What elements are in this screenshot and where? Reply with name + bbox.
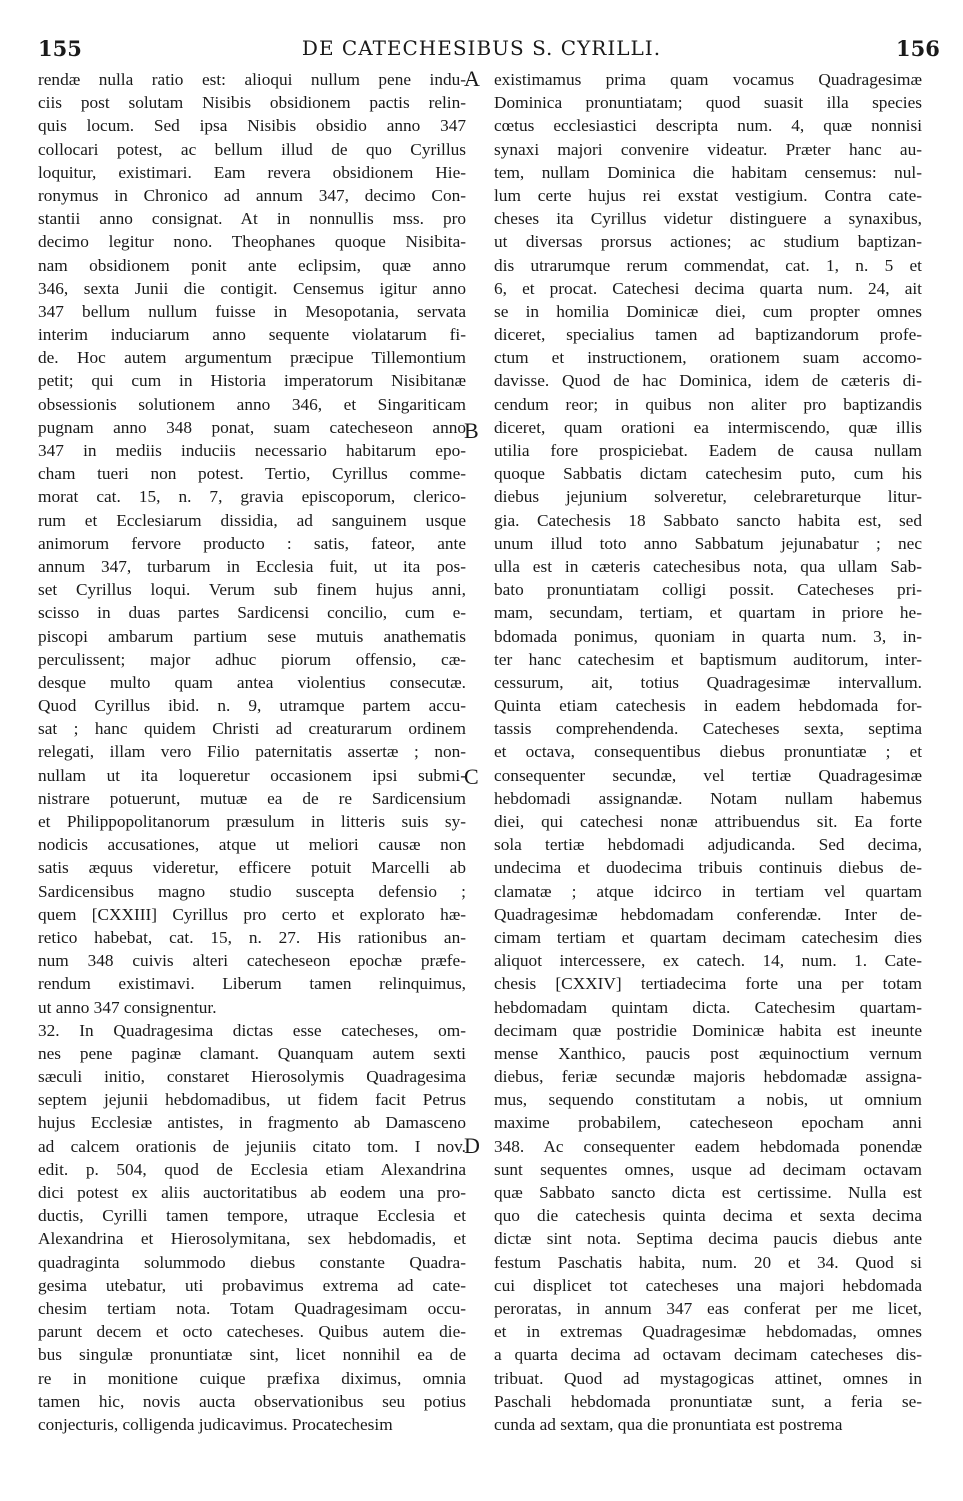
text-line: Quod Cyrillus ibid. n. 9, utramque partem accu- bbox=[38, 696, 466, 716]
text-line: existimamus prima quam vocamus Quadragesimæ bbox=[494, 70, 922, 89]
running-title: DE CATECHESIBUS S. CYRILLI. bbox=[301, 36, 662, 60]
text-line: cham tueri non potest. Tertio, Cyrillus comme- bbox=[38, 464, 466, 484]
text-line: animorum fervore producto : satis, fateor, ante bbox=[38, 533, 466, 553]
text-line: clamatæ ; atque idcirco in tertiam vel quartam bbox=[494, 881, 922, 901]
text-line: petit; qui cum in Historia imperatorum Nisibitanæ bbox=[38, 371, 466, 391]
text-line: et Philippopolitanorum præsulum in litteris suis sy- bbox=[38, 812, 466, 831]
text-line: rendum existimavi. Liberum tamen relinquimus, bbox=[38, 974, 466, 994]
text-line: quoque Sabbatis dictam catechesim puto, cum his bbox=[494, 464, 922, 484]
text-line: 348. Ac consequenter eadem hebdomada ponendæ bbox=[494, 1136, 922, 1156]
text-line: cessurum, ait, totius Quadragesimæ intervallum. bbox=[494, 672, 922, 692]
text-line: cheses ita Cyrillus videtur distinguere a synaxibus, bbox=[494, 209, 922, 229]
text-line: a quarta decima ad octavam decimam catecheses dis- bbox=[494, 1345, 922, 1365]
section-marker-d: D bbox=[464, 1133, 480, 1158]
text-line: unum illud toto anno Sabbatum jejunabatur ; nec bbox=[494, 533, 922, 553]
text-line: desque multo quam antea violentius consecutæ. bbox=[38, 672, 466, 692]
text-line: davisse. Quod de hac Dominica, idem de cæteris di- bbox=[494, 371, 922, 391]
text-line: re in monitione cuique præfixa diximus, omnia bbox=[38, 1368, 466, 1388]
text-line: mense Xanthico, paucis post æquinoctium vernum bbox=[494, 1043, 922, 1063]
text-line: ronymus in Chronico ad annum 347, decimo Con- bbox=[38, 185, 466, 205]
text-line: diebus, feriæ secundæ majoris hebdomadæ assigna- bbox=[494, 1067, 922, 1087]
text-line: maxime probabilem, catecheseon epocham anni bbox=[494, 1113, 922, 1133]
text-line: dici potest ex aliis auctoritatibus ab eodem una pro- bbox=[38, 1183, 466, 1202]
text-line: tem, nullam Dominica die habitam censemus: nul- bbox=[494, 162, 922, 182]
text-line: loquitur, existimari. Eam revera obsidionem Hie- bbox=[38, 162, 466, 182]
text-line: Quinta etiam catechesis in eadem hebdomada for- bbox=[494, 696, 922, 716]
text-line: relegati, illam vero Filio paternitatis assertæ ; non- bbox=[38, 742, 466, 762]
text-line: gesima utebatur, uti probavimus extrema ad cate- bbox=[38, 1275, 466, 1295]
text-line: parunt decem et octo catecheses. Quibus autem die- bbox=[38, 1322, 466, 1342]
text-line: septem jejunii hebdomadibus, ut fidem facit Petrus bbox=[38, 1090, 466, 1110]
text-line: Paschali hebdomada pronuntiatæ sunt, a feria se- bbox=[494, 1391, 922, 1411]
text-line: gia. Catechesis 18 Sabbato sancto habita est, sed bbox=[494, 510, 922, 530]
text-line: num 348 cuivis alteri catecheseon epochæ præfe- bbox=[38, 951, 466, 971]
text-line: dictæ sint nota. Septima decima paucis diebus ante bbox=[494, 1229, 922, 1249]
text-line: et in extremas Quadragesimæ hebdomadas, omnes bbox=[494, 1322, 922, 1342]
text-line: 346, sexta Junii die contigit. Censemus igitur anno bbox=[38, 278, 466, 298]
text-line: ter hanc catechesim et baptismum auditorum, inter- bbox=[494, 649, 922, 669]
text-line: consequenter secundæ, vel tertiæ Quadragesimæ bbox=[494, 765, 922, 785]
text-line: nes pene paginæ clamant. Quanquam autem sexti bbox=[38, 1043, 466, 1063]
text-line: ulla est in cæteris catechesibus nota, qua ullam Sab- bbox=[494, 556, 922, 576]
text-line: nam obsidionem ponit ante eclipsim, quæ anno bbox=[38, 255, 466, 275]
section-marker-c: C bbox=[464, 764, 479, 789]
right-column bbox=[494, 68, 922, 1436]
text-line: conjecturis, colligenda judicavimus. Procatechesim bbox=[38, 1414, 393, 1434]
text-line: sola tertiæ hebdomadi adjudicanda. Sed decima, bbox=[494, 835, 922, 855]
text-line: Quadragesimæ hebdomadam conferendæ. Inter de- bbox=[494, 904, 922, 924]
text-line: ductis, Cyrilli tamen tempore, utraque Ecclesia et bbox=[38, 1206, 466, 1226]
text-line: piscopi ambarum partium sese mutuis anathematis bbox=[38, 626, 466, 646]
text-line: ad calcem orationis de jejuniis citato tom. I nov. bbox=[38, 1136, 466, 1156]
text-line: collocari potest, ac bellum illud de quo Cyrillus bbox=[38, 139, 466, 159]
text-line: bus singulæ pronuntiatæ sint, licet nonnihil ea de bbox=[38, 1345, 466, 1365]
text-line: lum certe hujus rei exstat vestigium. Contra cate- bbox=[494, 185, 922, 205]
text-line: tassis comprehendenda. Catecheses sexta, septima bbox=[494, 719, 922, 739]
text-line: 32. In Quadragesima dictas esse catecheses, om- bbox=[38, 1020, 466, 1040]
text-line: de. Hoc autem argumentum præcipue Tillemontium bbox=[38, 348, 466, 368]
text-line: rendæ nulla ratio est: alioqui nullum pene indu- bbox=[38, 70, 466, 89]
text-line: morat cat. 15, n. 7, gravia episcoporum, clerico- bbox=[38, 487, 466, 507]
text-line: diei, qui catechesi nonæ attribuendus sit. Ea forte bbox=[494, 812, 922, 831]
text-line: perculissent; major adhuc piorum offensio, cæ- bbox=[38, 649, 466, 669]
text-line: hebdomadi assignandæ. Notam nullam habemus bbox=[494, 788, 922, 808]
text-line: stantii anno consignat. At in nonnullis mss. pro bbox=[38, 209, 466, 229]
text-line: bato pronuntiatam colligi possit. Catecheses pri- bbox=[494, 580, 922, 600]
text-line: chesis [CXXIV] tertiadecima forte una per totam bbox=[494, 974, 922, 994]
text-line: mam, secundam, tertiam, et quartam in priore he- bbox=[494, 603, 922, 623]
text-line: ciis post solutam Nisibis obsidionem pactis relin- bbox=[38, 93, 466, 113]
text-line: ut diversas prorsus actiones; ac studium baptizan- bbox=[494, 232, 922, 252]
text-line: 347 bellum nullum fuisse in Mesopotania, servata bbox=[38, 301, 466, 321]
text-line: diceret, specialius tamen ad baptizandorum profe- bbox=[494, 325, 922, 345]
text-line: ut anno 347 consignentur. bbox=[38, 997, 217, 1017]
text-line: sat ; hanc quidem Christi ad creaturarum ordinem bbox=[38, 719, 466, 739]
text-line: annum 347, turbarum in Ecclesia fuit, ut ita pos- bbox=[38, 556, 466, 576]
text-line: bdomada ponimus, quoniam in quarta num. 3, in- bbox=[494, 626, 922, 646]
text-line: 6, et procat. Catechesi decima quarta num. 24, ait bbox=[494, 278, 922, 298]
text-line: se in homilia Dominicæ diei, cum propter omnes bbox=[494, 301, 922, 321]
text-line: quo die catechesis quinta decima et sexta decima bbox=[494, 1206, 922, 1226]
text-line: dis utrarumque rerum commendat, cat. 1, n. 5 et bbox=[494, 255, 922, 275]
text-line: cui displicet tot catecheses una majori hebdomada bbox=[494, 1275, 922, 1295]
page-number-right: 156 bbox=[896, 36, 940, 61]
text-line: Dominica pronuntiatam; quod suasit illa species bbox=[494, 93, 922, 113]
text-line: diceret, quam orationi ea intermiscendo, quæ illis bbox=[494, 417, 922, 437]
section-marker-b: B bbox=[464, 418, 479, 443]
text-line: sunt sequentes omnes, usque ad decimam octavam bbox=[494, 1159, 922, 1179]
text-line: peroratas, in annum 347 eas conferat per me licet, bbox=[494, 1298, 922, 1318]
text-line: decimo legitur nono. Theophanes quoque Nisibita- bbox=[38, 232, 466, 252]
text-line: chesim tertiam nota. Totam Quadragesimam occu- bbox=[38, 1298, 466, 1318]
text-line: 347 in mediis induciis necessario habitarum epo- bbox=[38, 441, 466, 460]
text-line: quadraginta solummodo diebus constante Quadra- bbox=[38, 1252, 466, 1272]
text-line: satis æquus videretur, efficere potuit Marcelli ab bbox=[38, 858, 466, 878]
text-line: quem [CXXIII] Cyrillus pro certo et explorato hæ- bbox=[38, 904, 466, 924]
text-line: aliquot intercessere, ex catech. 14, num. 1. Cate- bbox=[494, 951, 922, 971]
text-line: Alexandrina et Hierosolymitana, sex hebdomadis, et bbox=[38, 1229, 466, 1249]
text-line: decimam quæ postridie Dominicæ habita est ineunte bbox=[494, 1020, 922, 1040]
text-line: nodicis accusationes, atque ut meliori causæ non bbox=[38, 835, 466, 855]
text-line: pugnam anno 348 ponat, suam catecheseon anno bbox=[38, 417, 466, 437]
text-line: synaxi majori convenire videatur. Præter hanc au- bbox=[494, 139, 922, 159]
text-line: mus, sequendo constitutam a nobis, ut omnium bbox=[494, 1090, 922, 1110]
text-line: cimam tertiam et quartam decimam catechesim dies bbox=[494, 927, 922, 947]
running-header bbox=[0, 0, 963, 70]
text-line: utilia fore prospiciebat. Eadem de causa nullam bbox=[494, 441, 922, 460]
text-line: Sardicensibus magno studio suscepta defensio ; bbox=[38, 881, 466, 901]
text-line: quæ Sabbato sancto dicta est certissime. Nulla est bbox=[494, 1183, 922, 1202]
text-line: festum Paschatis habita, num. 20 et 34. Quod si bbox=[494, 1252, 922, 1272]
text-line: diebus jejunium solveretur, celebrareturque litur- bbox=[494, 487, 922, 507]
text-line: tribuat. Quod ad mystagogicas attinet, omnes in bbox=[494, 1368, 922, 1388]
text-line: interim induciarum anno sequente violatarum fi- bbox=[38, 325, 466, 345]
text-line: edit. p. 504, quod de Ecclesia etiam Alexandrina bbox=[38, 1159, 466, 1179]
text-line: undecima et duodecima tribuis continuis diebus de- bbox=[494, 858, 922, 878]
text-line: tamen hic, novis aucta observationibus seu potius bbox=[38, 1391, 466, 1411]
text-line: et octava, consequentibus diebus pronuntiatæ ; et bbox=[494, 742, 922, 762]
text-line: quis locum. Sed ipsa Nisibis obsidio anno 347 bbox=[38, 116, 466, 136]
text-line: nistrare potuerunt, mutuæ ea de re Sardicensium bbox=[38, 788, 466, 808]
text-line: cendum reor; in quibus non aliter pro baptizandis bbox=[494, 394, 922, 414]
text-line: hujus Ecclesiæ antistes, in fragmento ab Damasceno bbox=[38, 1113, 466, 1133]
text-line: cœtus ecclesiastici descripta num. 4, quæ nonnisi bbox=[494, 116, 922, 136]
section-marker-a: A bbox=[464, 66, 480, 91]
text-line: obsessionis solutionem anno 346, et Singariticam bbox=[38, 394, 466, 414]
page-number-left: 155 bbox=[38, 36, 82, 61]
text-line: hebdomadam quintam dicta. Catechesim quartam- bbox=[494, 997, 922, 1017]
text-line: cunda ad sextam, qua die pronuntiata est postrema bbox=[494, 1414, 843, 1434]
text-line: retico habebat, cat. 15, n. 27. His rationibus an- bbox=[38, 927, 466, 947]
text-line: set Cyrillus loqui. Verum sub finem hujus anni, bbox=[38, 580, 466, 600]
text-line: sæculi initio, constaret Hierosolymis Quadragesima bbox=[38, 1067, 466, 1087]
left-column bbox=[38, 68, 466, 1436]
text-line: nullam ut ita loqueretur occasionem ipsi submi- bbox=[38, 765, 466, 785]
text-line: ctum et instructionem, orationem suam accomo- bbox=[494, 348, 922, 368]
text-line: rum et Ecclesiarum dissidia, ad sanguinem usque bbox=[38, 510, 466, 530]
text-line: scisso in duas partes Sardicensi concilio, cum e- bbox=[38, 603, 466, 623]
